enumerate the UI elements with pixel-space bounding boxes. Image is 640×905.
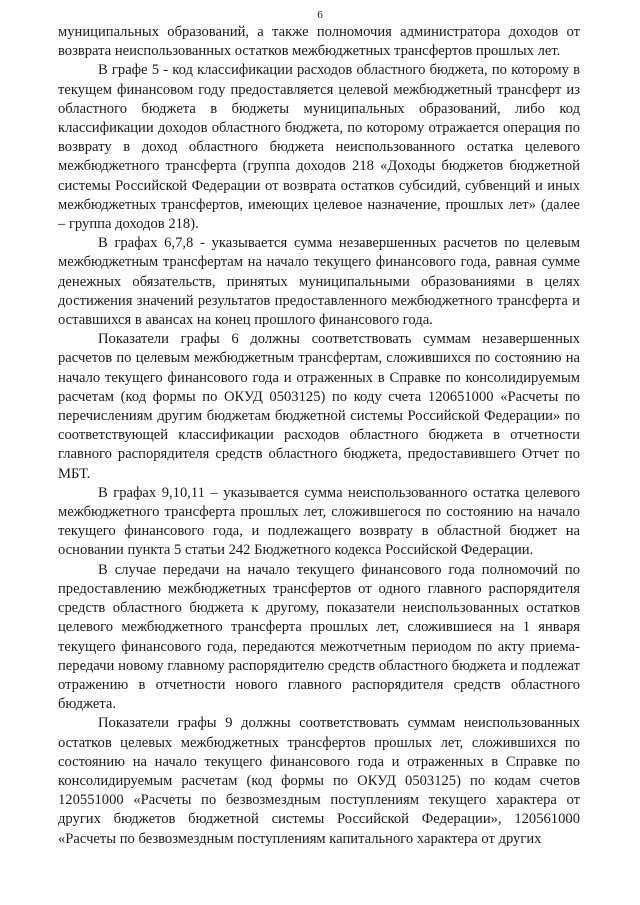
paragraph-4: Показатели графы 6 должны соответствовать суммам незавершенных расчетов по целевым межбюджетным трансфертам, сложившихся по состоянию на начало текущего финансового года и отраженных в Справке по консолидируемым расчетам (код формы по ОКУД 0503125) по коду счета 120651000 «Расчеты по перечислениям другим бюджетам бюджетной системы Российской Федерации» по соответствующей классификации расходов областного бюджета в отчетности главного распорядителя средств областного бюджета, предоставившего Отчет по МБТ. [58, 331, 580, 482]
paragraph-2: В графе 5 - код классификации расходов областного бюджета, по которому в текущем финансовом году предоставляется целевой межбюджетный трансферт из областного бюджета в бюджеты муниципальных образований, либо код классификации доходов областного бюджета, по которому отражается операция по возврату в доход областного бюджета неиспользованного остатка целевого межбюджетного трансферта (группа доходов 218 «Доходы бюджетов бюджетной системы Российской Федерации от возврата остатков субсидий, субвенций и иных межбюджетных трансфертов, имеющих целевое назначение, прошлых лет» (далее – группа доходов 218). [58, 62, 580, 233]
paragraph-6: В случае передачи на начало текущего финансового года полномочий по предоставлению межбюджетных трансфертов от одного главного распорядителя средств областного бюджета к другому, показатели неиспользованных остатков целевого межбюджетного трансферта прошлых лет, сложившиеся на 1 января текущего финансового года, передаются межотчетным периодом по акту приема-передачи новому главному распорядителю средств областного бюджета и подлежат отражению в отчетности нового главного распорядителя средств областного бюджета. [58, 561, 580, 713]
paragraph-3: В графах 6,7,8 - указывается сумма незавершенных расчетов по целевым межбюджетным трансфертам на начало текущего финансового года, равная сумме денежных обязательств, принятых муниципальными образованиями в целях достижения значений результатов предоставленного межбюджетного трансферта и оставшихся в авансах на конец прошлого финансового года. [58, 235, 580, 329]
paragraph-5: В графах 9,10,11 – указывается сумма неиспользованного остатка целевого межбюджетного трансферта прошлых лет, сложившегося по состоянию на начало текущего финансового года, и подлежащего возврату в областной бюджет на основании пункта 5 статьи 242 Бюджетного кодекса Российской Федерации. [58, 484, 580, 559]
paragraph-1: муниципальных образований, а также полномочия администратора доходов от возврата неиспользованных остатков межбюджетных трансфертов прошлых лет. [58, 24, 580, 60]
document-body [58, 23, 580, 849]
paragraph-7: Показатели графы 9 должны соответствовать суммам неиспользованных остатков целевых межбюджетных трансфертов прошлых лет, сложившихся по состоянию на начало текущего финансового года и отраженных в Справке по консолидируемым расчетам (код формы по ОКУД 0503125) по кодам счетов 120551000 «Расчеты по безвозмездным поступлениям текущего характера от других бюджетов бюджетной системы Российской Федерации», 120561000 «Расчеты по безвозмездным поступлениям капитального характера от других [58, 715, 580, 847]
page-number: 6 [317, 9, 323, 21]
